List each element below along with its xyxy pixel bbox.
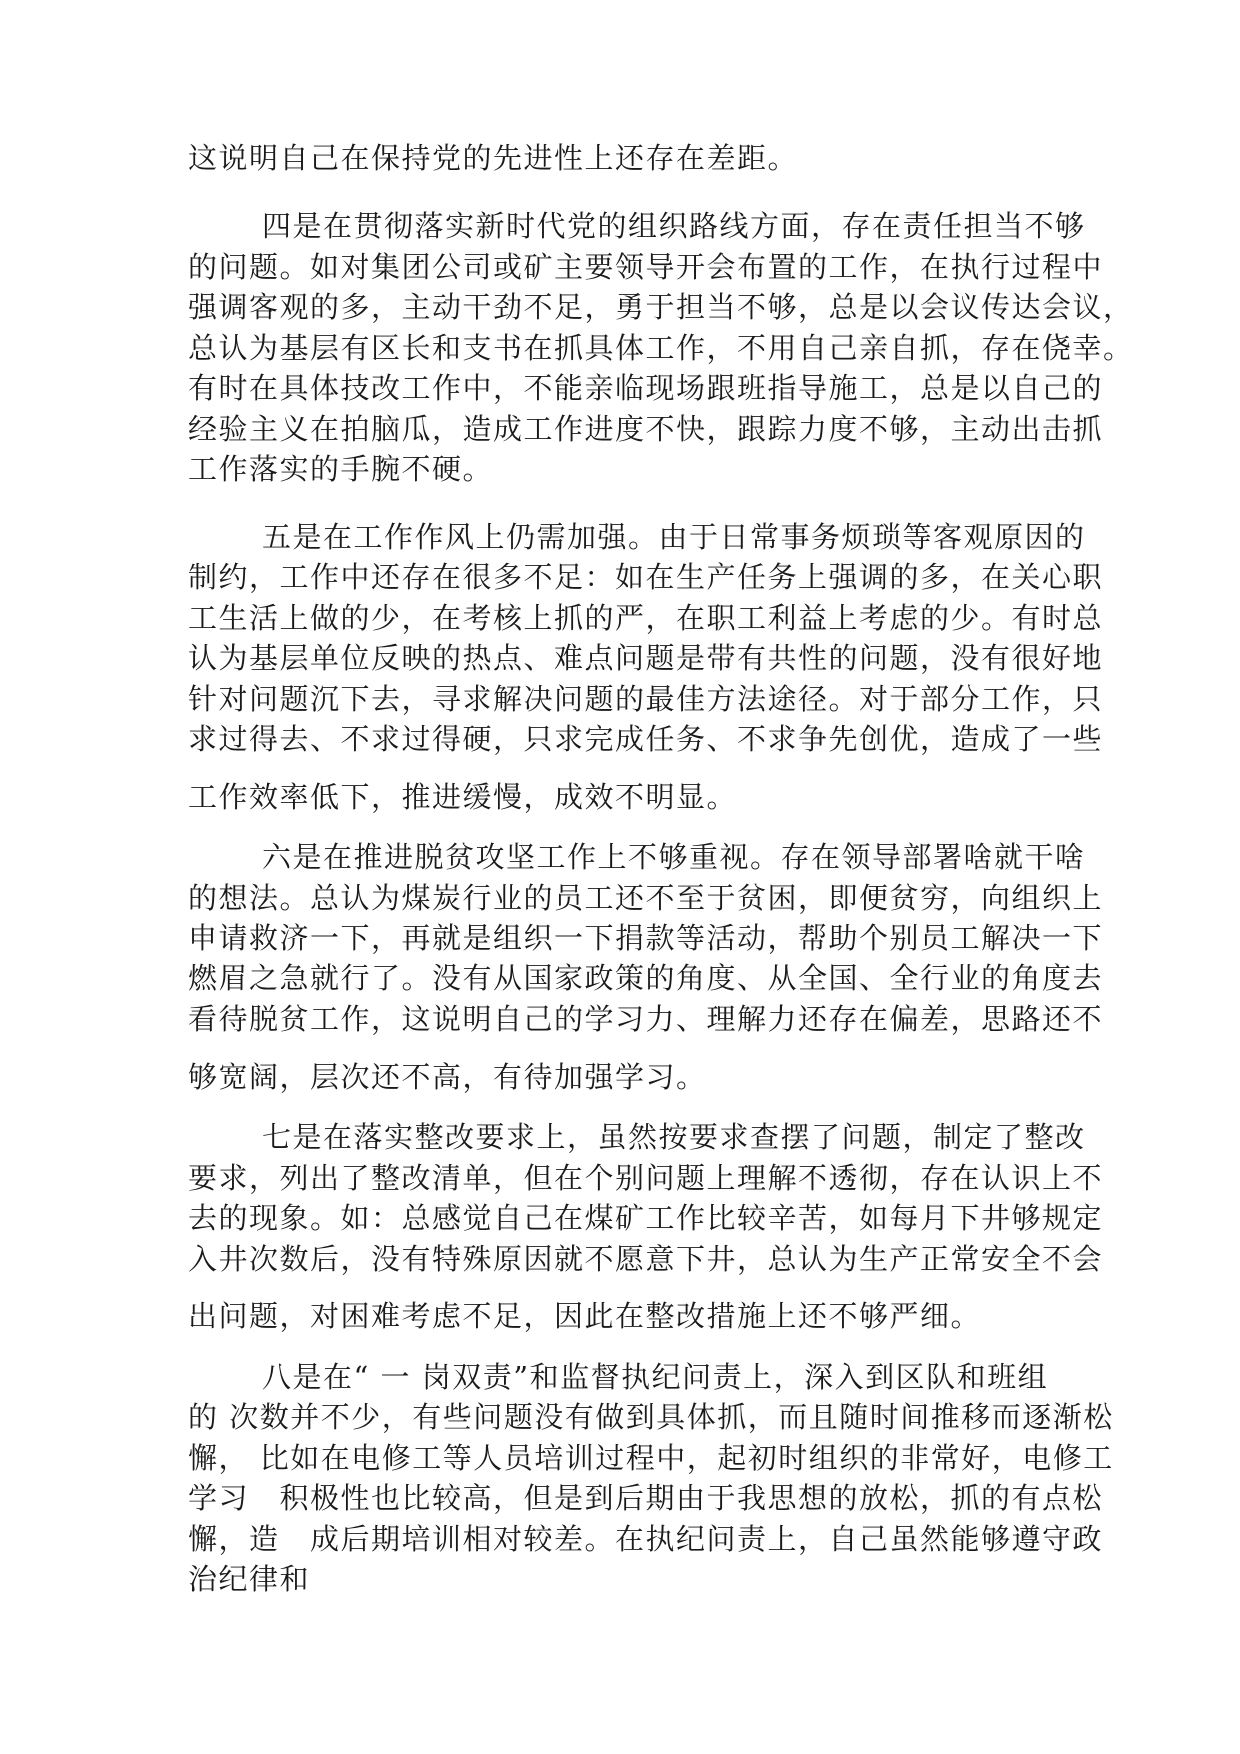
paragraph-5-first-line: 五是在工作作风上仍需加强。由于日常事务烦琐等客观原因的 — [262, 520, 1086, 554]
text-line: 懈， 比如在电修工等人员培训过程中，起初时组织的非常好，电修工 — [188, 1441, 1114, 1475]
text-line: 总认为基层有区长和支书在抓具体工作，不用自己亲自抓，存在侥幸。 — [188, 331, 1134, 365]
text-line: 工生活上做的少，在考核上抓的严，在职工利益上考虑的少。有时总 — [188, 601, 1104, 635]
text-line: 燃眉之急就行了。没有从国家政策的角度、从全国、全行业的角度去 — [188, 961, 1104, 995]
paragraph-4-first-line: 四是在贯彻落实新时代党的组织路线方面，存在责任担当不够 — [262, 209, 1086, 243]
paragraph-6-first-line: 六是在推进脱贫攻坚工作上不够重视。存在领导部署啥就干啥 — [262, 840, 1086, 874]
text-line: 入井次数后，没有特殊原因就不愿意下井，总认为生产正常安全不会 — [188, 1242, 1104, 1276]
text-line: 求过得去、不求过得硬，只求完成任务、不求争先创优，造成了一些 — [188, 722, 1104, 756]
text-line: 的 次数并不少，有些问题没有做到具体抓，而且随时间推移而逐渐松 — [188, 1400, 1114, 1434]
text-line: 要求，列出了整改清单，但在个别问题上理解不透彻，存在认识上不 — [188, 1161, 1104, 1195]
text-line: 认为基层单位反映的热点、难点问题是带有共性的问题，没有很好地 — [188, 641, 1104, 675]
text-line: 针对问题沉下去，寻求解决问题的最佳方法途径。对于部分工作，只 — [188, 682, 1104, 716]
text-line: 去的现象。如：总感觉自己在煤矿工作比较辛苦，如每月下井够规定 — [188, 1201, 1104, 1235]
text-line: 学习 积极性也比较高，但是到后期由于我思想的放松，抓的有点松 — [188, 1481, 1104, 1515]
text-line: 的想法。总认为煤炭行业的员工还不至于贫困，即便贫穷，向组织上 — [188, 881, 1104, 915]
text-line: 懈，造 成后期培训相对较差。在执纪问责上，自己虽然能够遵守政 — [188, 1522, 1104, 1556]
text-line: 强调客观的多，主动干劲不足，勇于担当不够，总是以会议传达会议， — [188, 290, 1134, 324]
text-line: 有时在具体技改工作中，不能亲临现场跟班指导施工，总是以自己的 — [188, 371, 1104, 405]
paragraph-7-first-line: 七是在落实整改要求上，虽然按要求查摆了问题，制定了整改 — [262, 1120, 1086, 1154]
paragraph-8-first-line: 八是在“ 一 岗双责”和监督执纪问责上，深入到区队和班组 — [262, 1360, 1049, 1394]
text-line: 看待脱贫工作，这说明自己的学习力、理解力还存在偏差，思路还不 — [188, 1002, 1104, 1036]
text-line: 的问题。如对集团公司或矿主要领导开会布置的工作，在执行过程中 — [188, 250, 1104, 284]
text-line: 申请救济一下，再就是组织一下捐款等活动，帮助个别员工解决一下 — [188, 921, 1104, 955]
text-line: 治纪律和 — [188, 1562, 311, 1596]
text-line: 出问题，对困难考虑不足，因此在整改措施上还不够严细。 — [188, 1299, 982, 1333]
text-line: 经验主义在拍脑瓜，造成工作进度不快，跟踪力度不够，主动出击抓 — [188, 412, 1104, 446]
text-line: 这说明自己在保持党的先进性上还存在差距。 — [188, 141, 799, 175]
text-line: 够宽阔，层次还不高，有待加强学习。 — [188, 1060, 707, 1094]
text-line: 工作落实的手腕不硬。 — [188, 452, 494, 486]
text-line: 制约，工作中还存在很多不足：如在生产任务上强调的多，在关心职 — [188, 560, 1104, 594]
text-line: 工作效率低下，推进缓慢，成效不明显。 — [188, 780, 738, 814]
